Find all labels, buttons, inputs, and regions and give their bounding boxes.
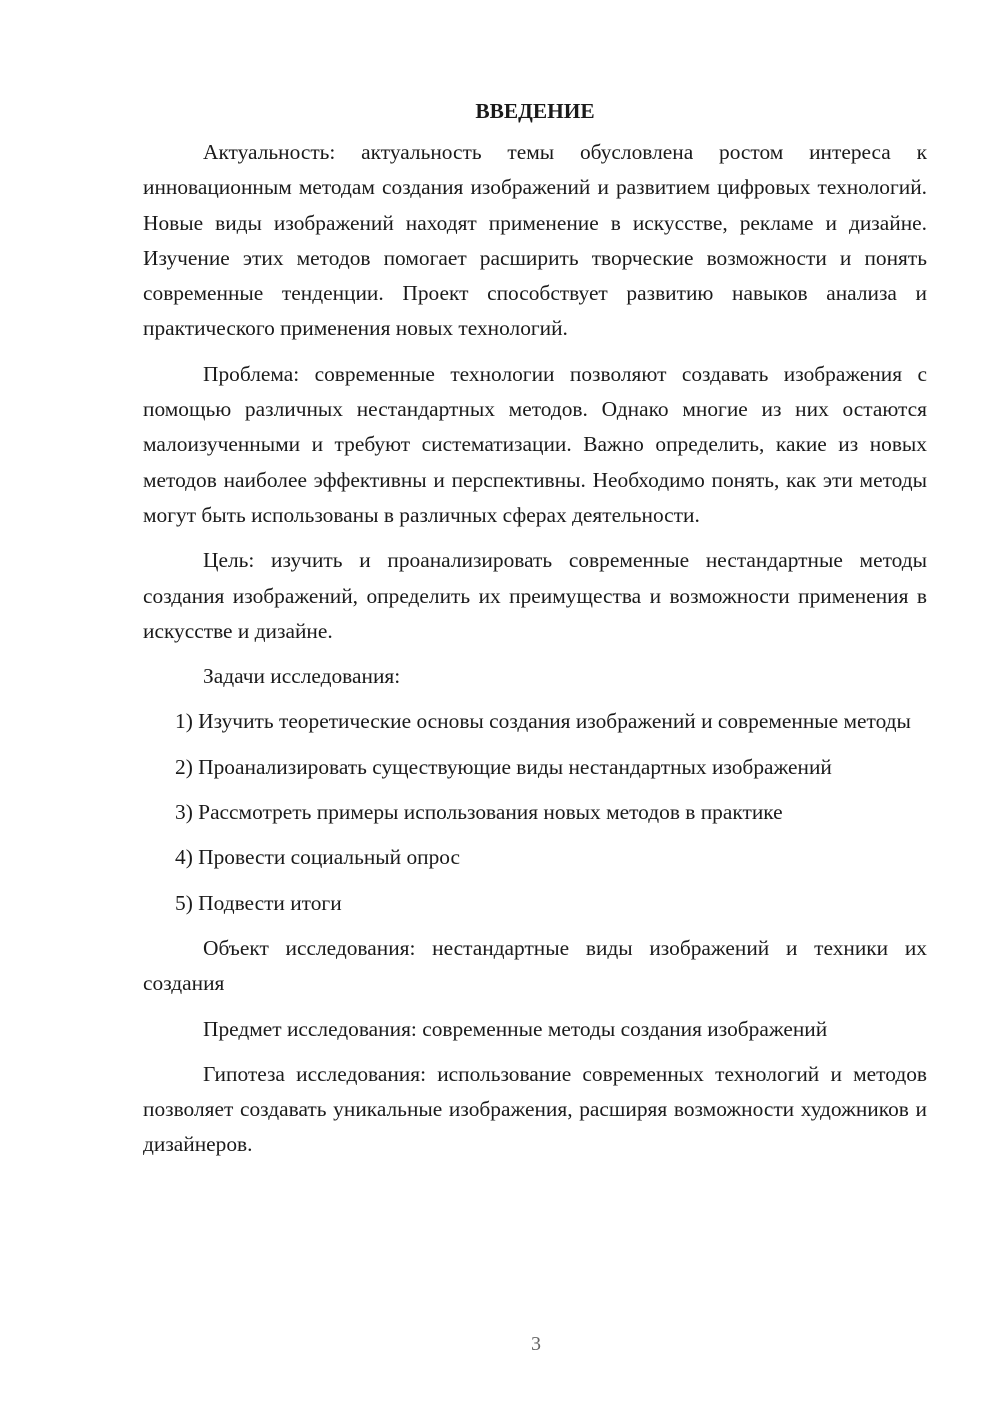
section-title: ВВЕДЕНИЕ bbox=[475, 99, 595, 123]
task-item-1: 1) Изучить теоретические основы создания изображений и современные методы bbox=[175, 709, 911, 734]
task-item-3: 3) Рассмотреть примеры использования новых методов в практике bbox=[175, 800, 783, 825]
paragraph-goal: Цель: изучить и проанализировать современные нестандартные методы создания изображений, определить их преимущества и возможности применения в искусстве и дизайне. bbox=[143, 548, 927, 643]
paragraph-relevance: Актуальность: актуальность темы обусловлена ростом интереса к инновационным методам создания изображений и развитием цифровых технологий. Новые виды изображений находят применение в искусстве, рекламе и дизайне. Изучение этих методов помогает расширить творческие возможности и понять современные тенденции. Проект способствует развитию навыков анализа и практического применения новых технологий. bbox=[143, 140, 927, 341]
task-item-5: 5) Подвести итоги bbox=[175, 890, 342, 915]
document-page bbox=[143, 96, 927, 1173]
page-number: 3 bbox=[531, 1333, 541, 1355]
paragraph-hypothesis: Гипотеза исследования: использование современных технологий и методов позволяет создавать уникальные изображения, расширяя возможности художников и дизайнеров. bbox=[143, 1061, 927, 1157]
task-item-4: 4) Провести социальный опрос bbox=[175, 845, 461, 870]
paragraph-object: Объект исследования: нестандартные виды изображений и техники их создания bbox=[143, 935, 927, 996]
paragraph-problem: Проблема: современные технологии позволяют создавать изображения с помощью различных нестандартных методов. Однако многие из них остаются малоизученными и требуют систематизации. Важно определить, какие из новых методов наиболее эффективны и перспективны. Необходимо понять, как эти методы могут быть использованы в различных сферах деятельности. bbox=[143, 361, 927, 527]
task-item-2: 2) Проанализировать существующие виды нестандартных изображений bbox=[175, 754, 832, 779]
tasks-heading: Задачи исследования: bbox=[203, 664, 401, 689]
paragraph-subject: Предмет исследования: современные методы создания изображений bbox=[203, 1016, 828, 1041]
